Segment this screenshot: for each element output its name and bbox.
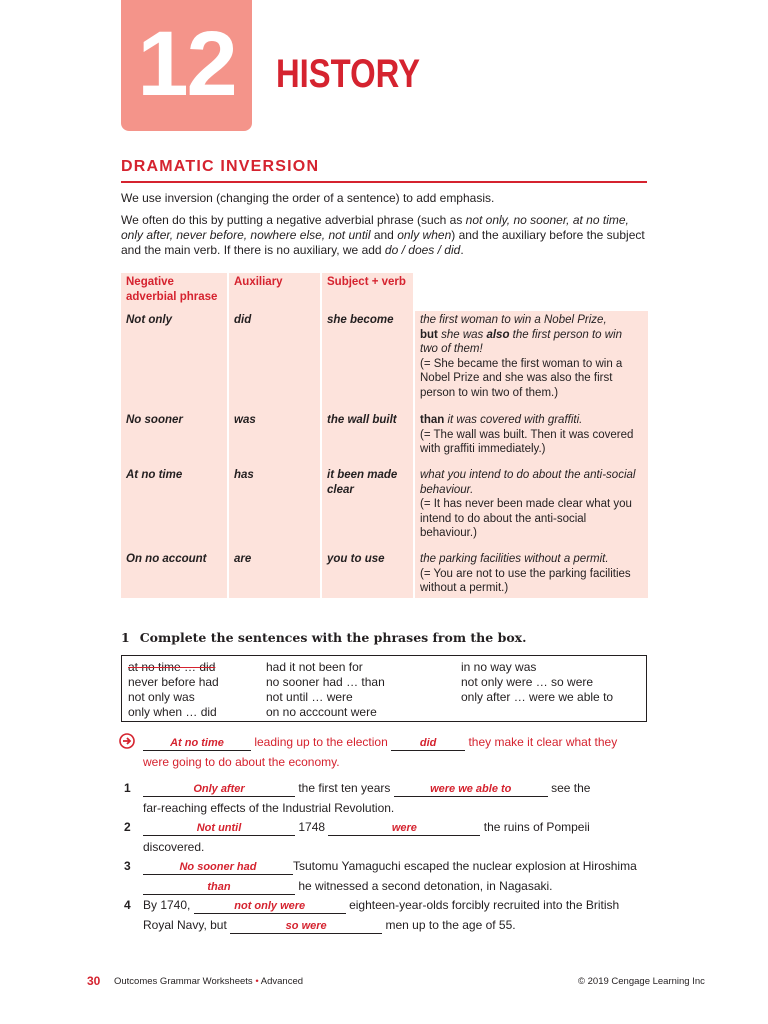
phrase-cell: Not only bbox=[121, 311, 229, 411]
word-box-column-3 bbox=[461, 660, 613, 705]
example-cell bbox=[415, 411, 648, 466]
sentence-text: eighteen-year-olds forcibly recruited into the British bbox=[349, 898, 620, 912]
table-row bbox=[121, 311, 648, 411]
sentence-text: Tsutomu Yamaguchi escaped the nuclear explosion at Hiroshima bbox=[293, 859, 637, 873]
exercise-instruction: Complete the sentences with the phrases from the box. bbox=[139, 630, 527, 645]
intro-text: . bbox=[460, 243, 464, 257]
auxiliary-cell: was bbox=[229, 411, 322, 466]
word-box-item: only when … did bbox=[128, 705, 217, 719]
intro-italic: do / does / did bbox=[384, 243, 461, 257]
word-box-item: never before had bbox=[128, 675, 219, 689]
sentence-text: discovered. bbox=[143, 839, 205, 854]
answer-blank[interactable]: were bbox=[328, 822, 480, 836]
table-row bbox=[121, 411, 648, 466]
intro-text: We often do this by putting a negative adverbial phrase (such as bbox=[121, 213, 466, 227]
sentence-text: they make it clear what they bbox=[468, 735, 618, 749]
subject-verb-cell: the wall built bbox=[322, 411, 415, 466]
page-number: 30 bbox=[87, 974, 101, 988]
word-box-column-2 bbox=[266, 660, 385, 720]
sentence-text: By 1740, bbox=[143, 898, 191, 912]
sentence-text: he witnessed a second detonation, in Nagasaki. bbox=[298, 878, 553, 893]
footer-level: Advanced bbox=[260, 976, 304, 987]
word-box-item: on no acccount were bbox=[266, 705, 377, 719]
answer-blank[interactable]: not only were bbox=[194, 900, 346, 914]
example-paraphrase: (= She became the first woman to win a Nobel Prize and she was also the first person to win two of them.) bbox=[420, 357, 623, 399]
table-header: Negative adverbial phrase bbox=[121, 273, 229, 311]
answer-blank[interactable]: Not until bbox=[143, 822, 295, 836]
item-number: 2 bbox=[124, 820, 131, 834]
example-bold: than bbox=[420, 414, 445, 426]
sentence-text: far-reaching effects of the Industrial Revolution. bbox=[143, 800, 395, 815]
intro-paragraph-1 bbox=[121, 191, 651, 206]
example-italic: the first woman to win a Nobel Prize, bbox=[420, 314, 607, 326]
answer-blank[interactable]: than bbox=[143, 881, 295, 895]
sentence-text: the ruins of Pompeii bbox=[483, 820, 590, 834]
example-paraphrase: (= You are not to use the parking facilities without a permit.) bbox=[420, 567, 631, 594]
sentence-text: see the bbox=[551, 781, 591, 795]
exercise-item-4 bbox=[124, 896, 668, 935]
subject-verb-cell: you to use bbox=[322, 550, 415, 598]
section-title: DRAMATIC INVERSION bbox=[121, 158, 320, 175]
sentence-text: men up to the age of 55. bbox=[385, 917, 516, 932]
exercise-item-1 bbox=[124, 779, 668, 818]
exercise-number: 1 bbox=[121, 630, 130, 645]
answer-blank[interactable]: At no time bbox=[143, 737, 251, 751]
example-bold: also bbox=[486, 328, 510, 341]
answer-blank[interactable]: Only after bbox=[143, 783, 295, 797]
sentence-text: 1748 bbox=[298, 820, 326, 834]
word-box-item: had it not been for bbox=[266, 660, 363, 674]
phrase-cell: No sooner bbox=[121, 411, 229, 466]
auxiliary-cell: did bbox=[229, 311, 322, 411]
intro-text: and the main verb. If there is no auxiliary, we add bbox=[121, 243, 385, 257]
intro-italic: only when bbox=[397, 228, 452, 242]
word-box-item: only after … were we able to bbox=[461, 690, 614, 704]
example-paraphrase: (= The wall was built. Then it was covered with graffiti immediately.) bbox=[420, 428, 634, 455]
example-bold: but bbox=[420, 328, 438, 341]
example-cell bbox=[415, 311, 648, 411]
footer-book-title bbox=[114, 976, 303, 987]
item-number: 3 bbox=[124, 859, 131, 873]
inversion-table bbox=[121, 273, 648, 598]
answer-blank[interactable]: were we able to bbox=[394, 783, 548, 797]
example-cell bbox=[415, 550, 648, 598]
subject-verb-cell: it been made clear bbox=[322, 466, 415, 550]
example-italic: the parking facilities without a permit. bbox=[420, 553, 609, 565]
intro-text: We use inversion (changing the order of a sentence) to add emphasis. bbox=[121, 191, 495, 205]
subject-verb-cell: she become bbox=[322, 311, 415, 411]
word-box-item: in no way was bbox=[461, 660, 537, 674]
auxiliary-cell: are bbox=[229, 550, 322, 598]
phrase-cell: At no time bbox=[121, 466, 229, 550]
table-header: Auxiliary bbox=[229, 273, 322, 311]
intro-italic: not only, no sooner, at no time, bbox=[465, 213, 629, 227]
table-header: Subject + verb bbox=[322, 273, 415, 311]
sentence-text: Royal Navy, but bbox=[143, 917, 227, 932]
word-box bbox=[121, 655, 647, 722]
example-cell bbox=[415, 466, 648, 550]
word-box-item: no sooner had … than bbox=[266, 675, 385, 689]
table-header-empty bbox=[415, 273, 425, 311]
example-italic: she was bbox=[437, 328, 487, 341]
word-box-item: not only were … so were bbox=[461, 675, 594, 689]
exercise-item-2 bbox=[124, 818, 668, 857]
item-number: 4 bbox=[124, 898, 131, 912]
answer-blank[interactable]: did bbox=[391, 737, 465, 751]
example-italic: it was covered with graffiti. bbox=[444, 414, 583, 426]
section-divider bbox=[121, 181, 647, 183]
sentence-text: the first ten years bbox=[298, 781, 391, 795]
table-row bbox=[121, 550, 648, 598]
item-number: 1 bbox=[124, 781, 131, 795]
example-italic: what you intend to do about the anti-social behaviour. bbox=[420, 469, 636, 496]
intro-italic: only after, never before, nowhere else, not until bbox=[121, 228, 371, 242]
auxiliary-cell: has bbox=[229, 466, 322, 550]
sentence-text: leading up to the election bbox=[254, 735, 388, 749]
example-paraphrase: (= It has never been made clear what you intend to do about the anti-social behaviour.) bbox=[420, 498, 632, 539]
table-row bbox=[121, 466, 648, 550]
footer-copyright: © 2019 Cengage Learning Inc bbox=[578, 976, 705, 987]
word-box-item: not only was bbox=[128, 690, 195, 704]
footer-bullet: • bbox=[255, 976, 259, 987]
intro-text: ) and the auxiliary before the subject bbox=[451, 228, 645, 242]
phrase-cell: On no account bbox=[121, 550, 229, 598]
answer-blank[interactable]: No sooner had bbox=[143, 861, 293, 875]
sentence-text: were going to do about the economy. bbox=[143, 754, 340, 769]
intro-paragraph-2 bbox=[121, 213, 651, 258]
unit-number: 12 bbox=[137, 13, 236, 115]
answer-blank[interactable]: so were bbox=[230, 920, 382, 934]
word-box-item: not until … were bbox=[266, 690, 353, 704]
exercise-item-3 bbox=[124, 857, 668, 896]
table-header-row bbox=[121, 273, 648, 311]
example-sentence bbox=[143, 733, 668, 772]
exercise-title bbox=[121, 630, 526, 645]
word-box-item: at no time … did bbox=[128, 660, 216, 674]
unit-title: HISTORY bbox=[276, 52, 420, 96]
example-arrow-icon bbox=[119, 733, 135, 749]
footer-book: Outcomes Grammar Worksheets bbox=[114, 976, 253, 987]
intro-text: and bbox=[370, 228, 398, 242]
word-box-column-1 bbox=[128, 660, 219, 720]
example-italic: the first person to win two of them! bbox=[420, 328, 622, 355]
